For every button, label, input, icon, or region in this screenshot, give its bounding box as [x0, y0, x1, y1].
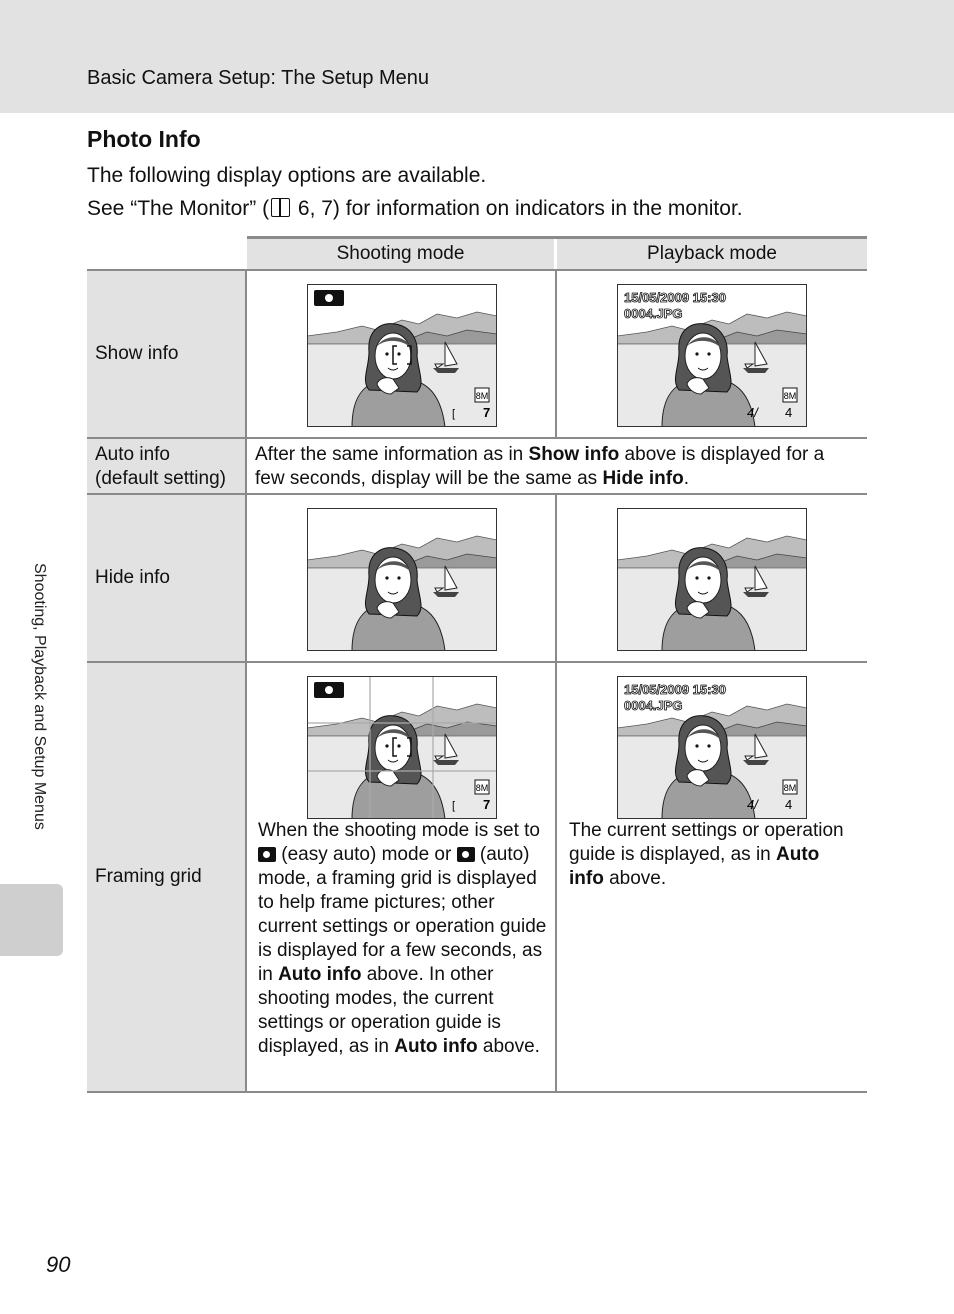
svg-text:[: [: [452, 800, 456, 812]
svg-text:0004.JPG: 0004.JPG: [624, 698, 683, 713]
book-icon: [271, 198, 290, 217]
row-label-framing-grid: Framing grid: [87, 663, 245, 1091]
playback-hide-info-screen: [617, 508, 807, 651]
page-number: 90: [46, 1252, 71, 1277]
frame-counter: 4/: [747, 405, 758, 420]
svg-text:8M: 8M: [783, 391, 797, 401]
svg-text:7: 7: [483, 797, 491, 812]
running-header: Basic Camera Setup: The Setup Menu: [87, 67, 430, 89]
shots-remaining: 7: [483, 405, 491, 420]
intro-text: The following display options are available.: [87, 164, 487, 187]
shooting-hide-info-screen: [307, 508, 497, 651]
framing-grid-playback-description: The current settings or operation guide is displayed, as in Auto info above.: [569, 820, 844, 889]
easy-auto-mode-icon: [258, 847, 276, 862]
column-header-playback: Playback mode: [557, 239, 867, 269]
row-label-hide-info: Hide info: [87, 495, 245, 661]
table-row-show-info: [87, 269, 867, 437]
frame-total: 4: [785, 405, 793, 420]
table-row-hide-info: [87, 493, 867, 661]
row-label-show-info: Show info: [87, 271, 245, 437]
section-title: Photo Info: [87, 126, 201, 152]
svg-text:15/05/2009 15:30: 15/05/2009 15:30: [624, 682, 726, 697]
auto-mode-icon: [457, 847, 475, 862]
column-header-shooting: Shooting mode: [247, 239, 554, 269]
table-row-auto-info: [87, 437, 867, 493]
framing-grid-shooting-description: When the shooting mode is set to (easy auto) mode or (auto) mode, a framing grid is displayed to help frame pictures; other current settings or operation guide is displayed for a few seconds, as in Auto info above. In other shooting modes, the current settings or operation guide is displayed, as in Auto info above.: [258, 820, 547, 1057]
shooting-framing-grid-screen: [307, 676, 497, 819]
monitor-reference-text: See “The Monitor” ( 6, 7) for information on indicators in the monitor.: [87, 197, 743, 220]
svg-text:4/: 4/: [747, 797, 758, 812]
chapter-tab: [0, 884, 63, 956]
shooting-show-info-screen: [307, 284, 497, 427]
file-name: 0004.JPG: [624, 306, 683, 321]
auto-info-description: After the same information as in Show info above is displayed for a few seconds, display will be the same as Hide info.: [255, 444, 825, 489]
image-mode-label: 8M: [475, 391, 489, 401]
table-bottom-rule: [87, 1091, 867, 1093]
header-band: [0, 0, 954, 113]
table-row-framing-grid: [87, 661, 867, 1091]
svg-text:4: 4: [785, 797, 793, 812]
chapter-side-label: Shooting, Playback and Setup Menus: [31, 563, 48, 830]
svg-text:8M: 8M: [475, 783, 489, 793]
playback-show-info-screen: [617, 284, 807, 427]
date-stamp: 15/05/2009 15:30: [624, 290, 726, 305]
playback-framing-grid-screen: [617, 676, 807, 819]
svg-text:[: [: [452, 408, 456, 420]
row-label-auto-info: Auto info (default setting): [87, 439, 245, 493]
svg-text:8M: 8M: [783, 783, 797, 793]
